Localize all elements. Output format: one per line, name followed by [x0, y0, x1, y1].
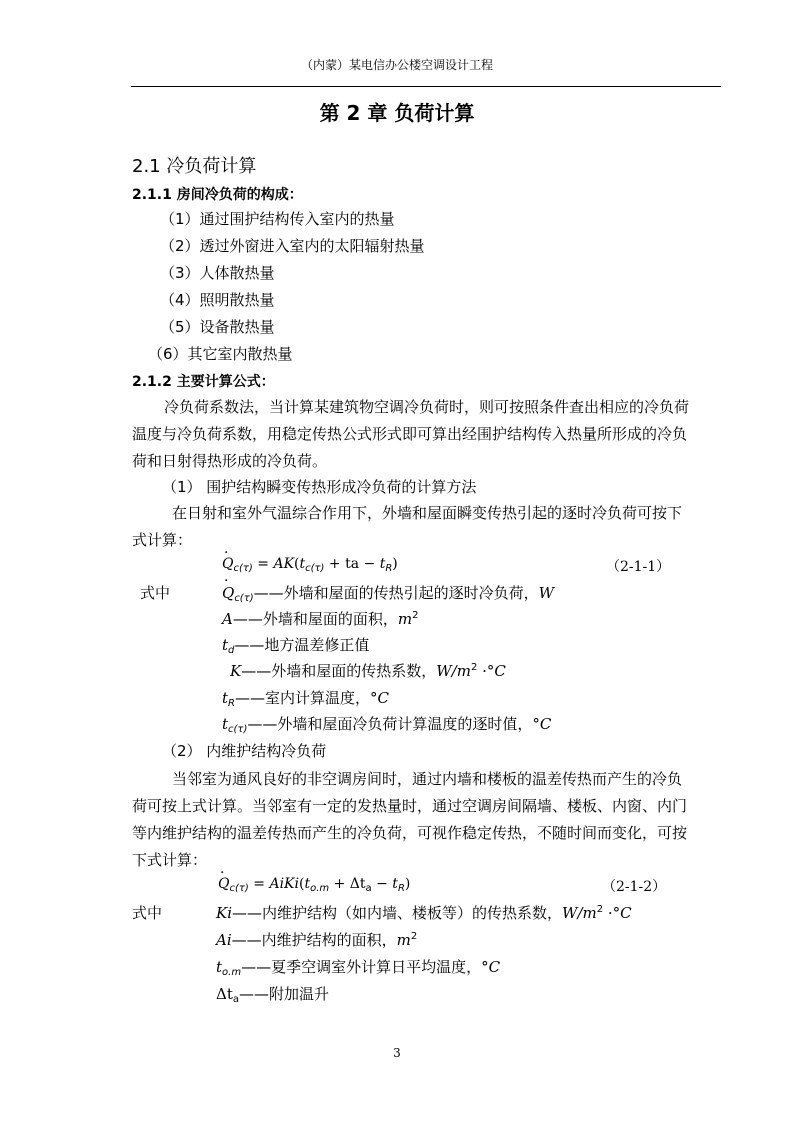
list-item: （4）照明散热量 — [160, 291, 275, 309]
definition-line: Ki——内维护结构（如内墙、楼板等）的传热系数，$W/m^2 \cdot^\circ C$ — [216, 904, 632, 922]
list-item: （1）通过围护结构传入室内的热量 — [160, 210, 395, 228]
paragraph-line: 当邻室为通风良好的非空调房间时，通过内墙和楼板的温差传热而产生的冷负 — [172, 770, 683, 788]
paragraph-line: 式计算： — [132, 531, 193, 549]
subsection-heading-1: 2.1.1 房间冷负荷的构成： — [132, 187, 303, 203]
subsection-heading-2: 2.1.2 主要计算公式： — [132, 374, 275, 390]
list-item: （2）透过外窗进入室内的太阳辐射热量 — [160, 237, 425, 255]
running-header: （内蒙）某电信办公楼空调设计工程 — [300, 58, 493, 72]
definition-line: $t_{o.m}——$夏季空调室外计算日平均温度，°C — [216, 958, 501, 978]
equation-2-1-1: · $Q_{c(\tau)} = AK(t_{c(\tau)}$ + ta − $t_R$) — [222, 556, 398, 574]
chapter-title: 第 2 章 负荷计算 — [319, 101, 475, 125]
equation-number: （2-1-2） — [602, 879, 667, 895]
definition-line: $\Delta t_a——$附加温升 — [216, 985, 330, 1005]
definition-line: · $Q_{c(\tau)}——$外墙和屋面的传热引起的逐时冷负荷，W — [222, 582, 554, 604]
list-item: （5）设备散热量 — [160, 318, 275, 336]
list-item: （3）人体散热量 — [160, 264, 275, 282]
paragraph-line: 荷和日射得热形成的冷负荷。 — [132, 452, 328, 470]
paragraph-line: 下式计算： — [132, 851, 208, 869]
paragraph-line: 冷负荷系数法，当计算某建筑物空调冷负荷时，则可按照条件查出相应的冷负荷 — [164, 398, 690, 416]
numbered-item: （1） 围护结构瞬变传热形成冷负荷的计算方法 — [162, 478, 477, 496]
header-rule — [131, 86, 721, 87]
definition-line: $t_R——$室内计算温度，°C — [222, 689, 389, 709]
definition-line: $t_d——$地方温差修正值 — [222, 636, 370, 656]
list-item: （6）其它室内散热量 — [148, 345, 293, 363]
section-heading: 2.1 冷负荷计算 — [132, 156, 257, 177]
shizhong-label: 式中 — [132, 904, 163, 922]
paragraph-line: 温度与冷负荷系数，用稳定传热公式形式即可算出经围护结构传入热量所形成的冷负 — [132, 425, 688, 443]
paragraph-line: 在日射和室外气温综合作用下，外墙和屋面瞬变传热引起的逐时冷负荷可按下 — [172, 504, 683, 522]
definition-line: Ai——内维护结构的面积，$m^2$ — [216, 931, 418, 949]
paragraph-line: 等内维护结构的温差传热而产生的冷负荷，可视作稳定传热，不随时间而变化，可按 — [132, 824, 688, 842]
page-number: 3 — [393, 1046, 401, 1060]
numbered-item: （2） 内维护结构冷负荷 — [162, 742, 327, 760]
definition-line: $t_{c(\tau)}——$外墙和屋面冷负荷计算温度的逐时值，°C — [222, 715, 552, 735]
equation-number: （2-1-1） — [606, 559, 671, 575]
definition-line: K——外墙和屋面的传热系数，$W/m^2 \cdot^\circ C$ — [230, 662, 506, 680]
shizhong-label: 式中 — [140, 584, 171, 602]
definition-line: A——外墙和屋面的面积，$m^2$ — [222, 610, 419, 628]
paragraph-line: 荷可按上式计算。当邻室有一定的发热量时，通过空调房间隔墙、楼板、内窗、内门 — [132, 797, 688, 815]
equation-2-1-2: · $Q_{c(\tau)}$ = $AiKi(t_{o.m} + \Delta t_a - t_R)$ — [218, 876, 410, 894]
